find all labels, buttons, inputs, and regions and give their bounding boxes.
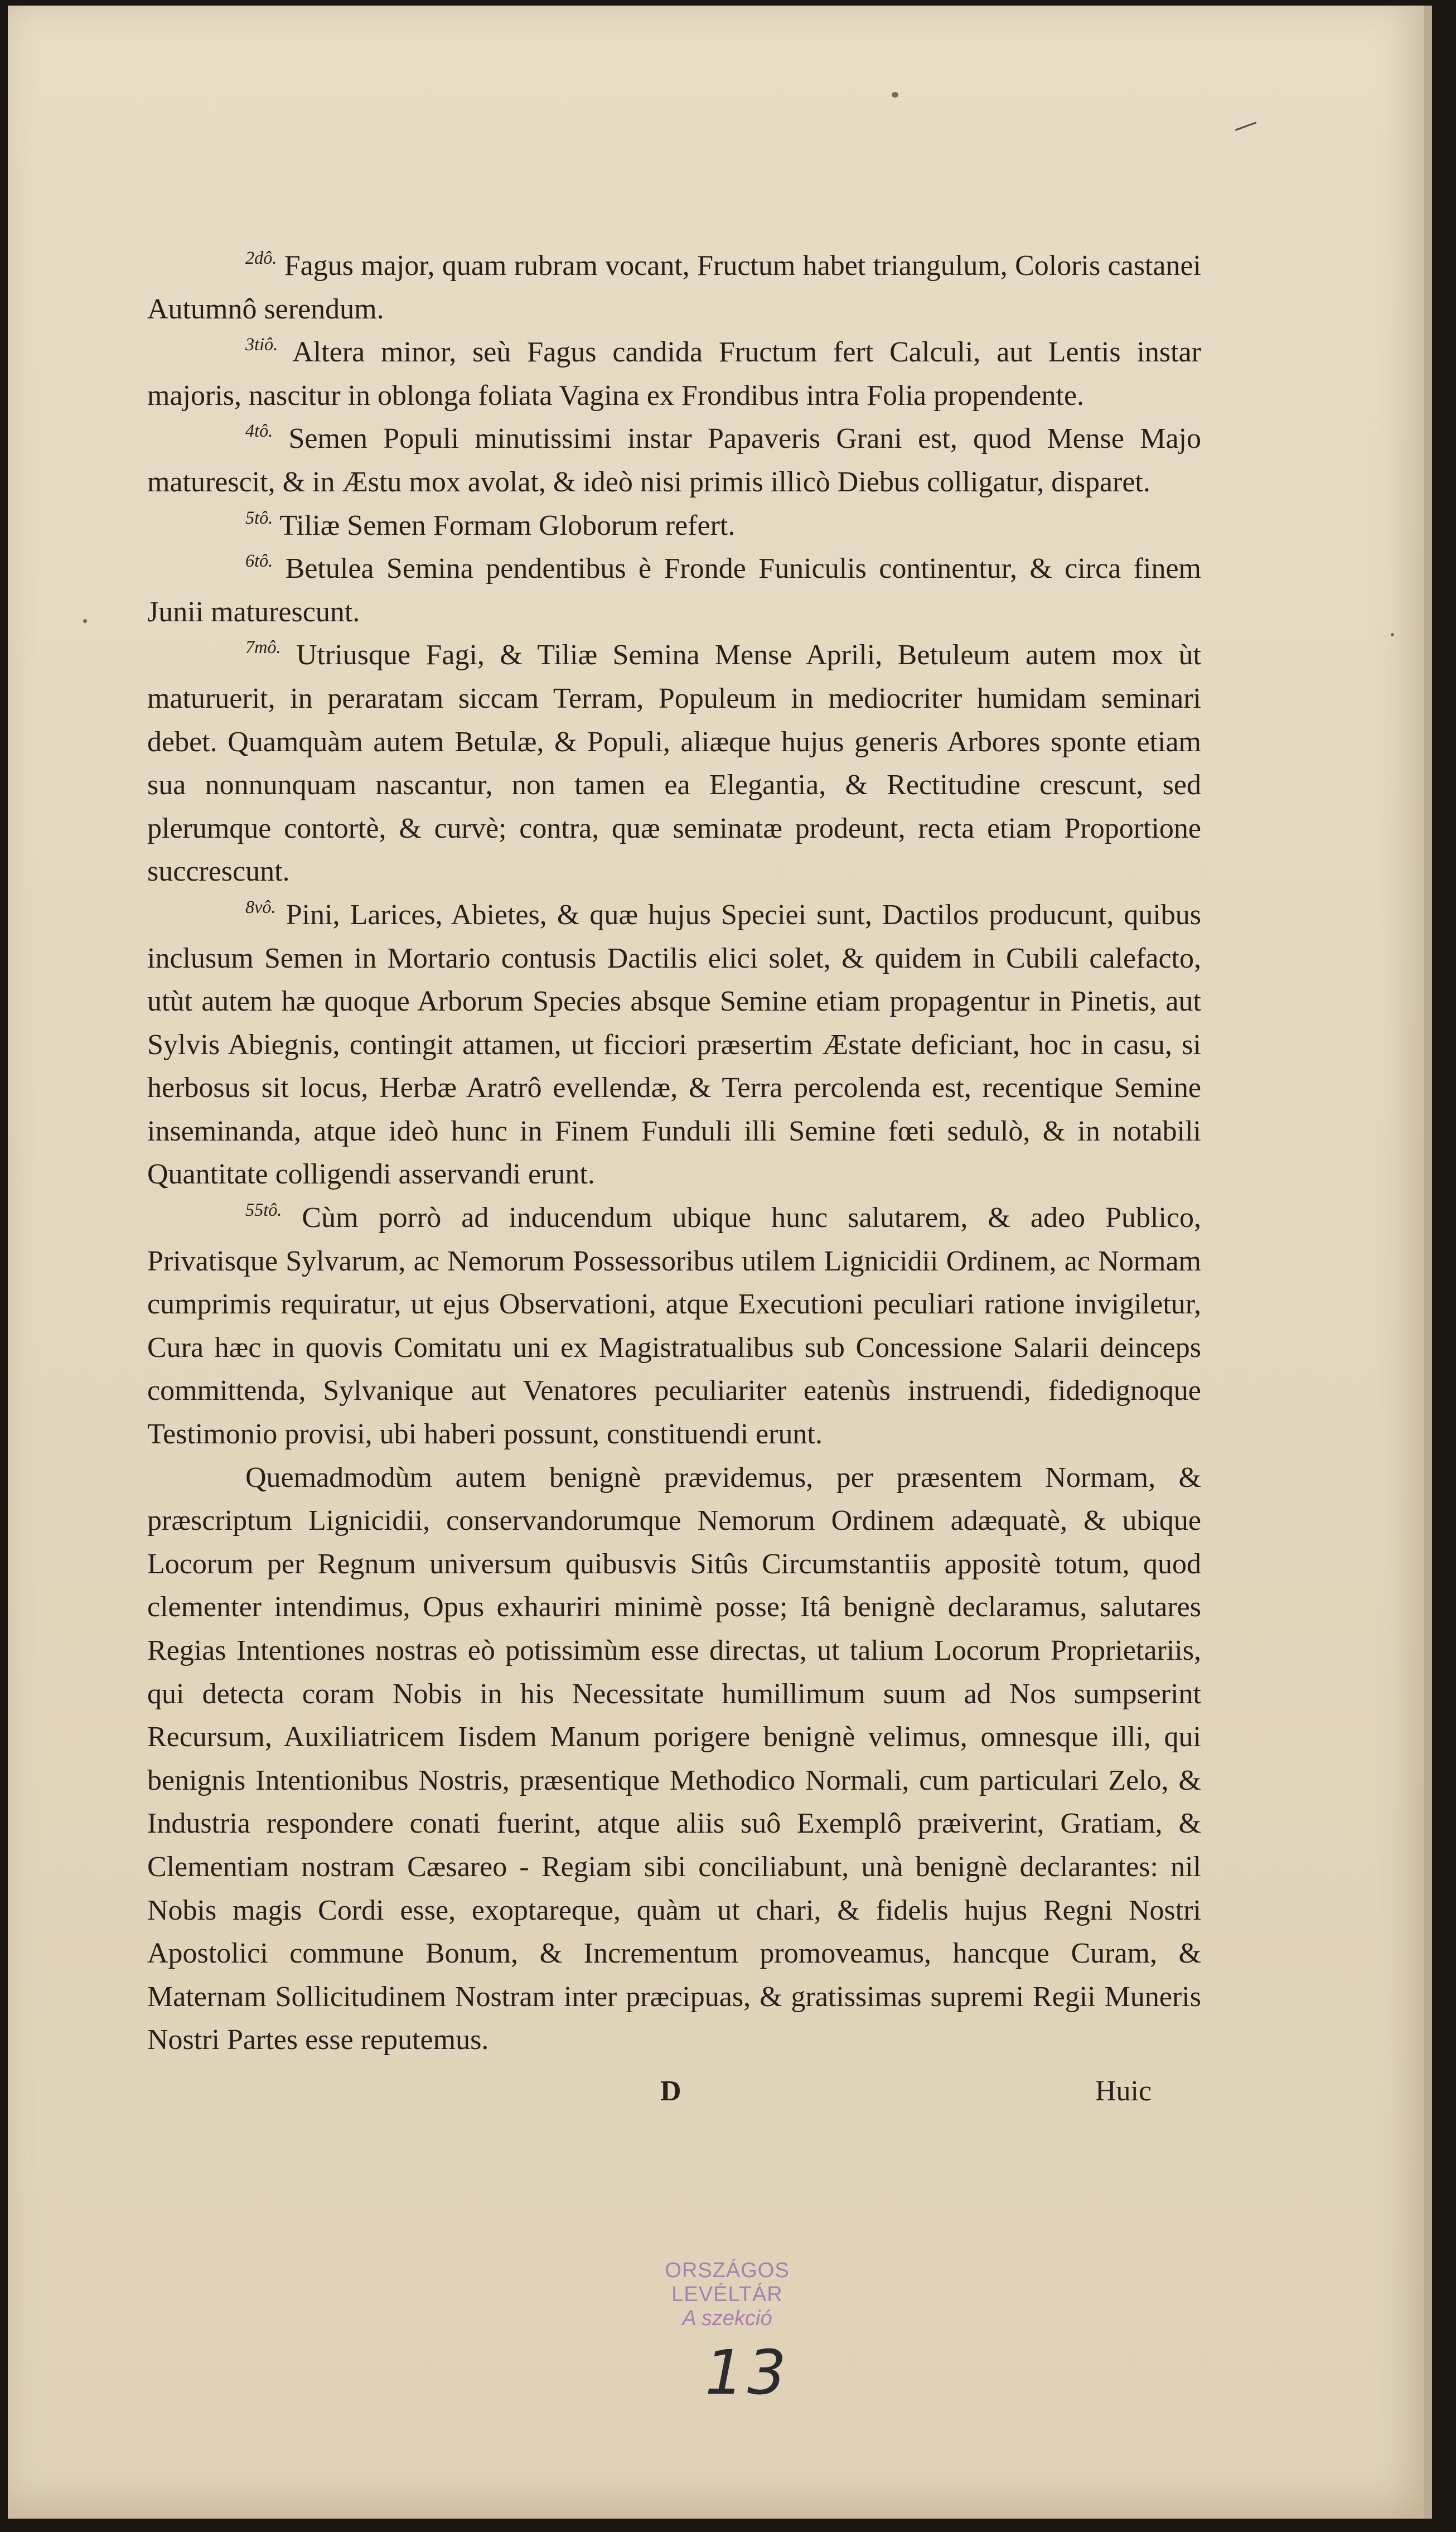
paragraph-text: Tiliæ Semen Formam Globorum refert. (279, 509, 736, 542)
paragraph (147, 331, 1201, 417)
stamp-line: ORSZÁGOS LEVÉLTÁR (665, 2259, 790, 2306)
folio-number: 13 (705, 2337, 790, 2408)
paragraph (147, 1456, 1201, 2062)
paragraph (147, 634, 1201, 893)
signature-mark: D (660, 2075, 681, 2107)
paragraph-text: Utriusque Fagi, & Tiliæ Semina Mense Aprili, Betuleum autem mox ùt maturuerit, in peraratam siccam Terram, Populeum in mediocriter humidam seminari debet. Quamquàm autem Betulæ, & Populi, aliæque hujus generis Arbores sponte etiam sua nonnunquam nascantur, non tamen ea Elegantia, & Rectitudine crescunt, sed plerumque contortè, & curvè; contra, quæ seminatæ prodeunt, recta etiam Proportione succrescunt. (147, 639, 1201, 888)
paragraph (147, 244, 1201, 331)
archive-stamp (627, 2259, 828, 2331)
paragraph (147, 1196, 1201, 1456)
section-number: 8vô. (245, 896, 276, 917)
paragraph-text: Pini, Larices, Abietes, & quæ hujus Speciei sunt, Dactilos producunt, quibus inclusum Semen in Mortario contusis Dactilis elici solet, & quidem in Cubili calefacto, utùt autem hæ quoque Arborum Species absque Semine etiam propagentur in Pinetis, aut Sylvis Abiegnis, contingit attamen, ut ficciori præsertim Æstate deficiant, hoc in casu, si herbosus sit locus, Herbæ Aratrô evellendæ, & Terra percolenda est, recentique Semine inseminanda, atque ideò hunc in Finem Funduli illi Semine fœti sedulò, & in notabili Quantitate colligendi asservandi erunt. (147, 898, 1202, 1191)
paragraph (147, 504, 1201, 548)
section-number: 5tô. (245, 507, 273, 528)
section-number: 6tô. (245, 550, 273, 571)
section-number: 2dô. (245, 248, 277, 268)
paragraph-text: Semen Populi minutissimi instar Papaveris Grani est, quod Mense Majo maturescit, & in Æstu mox avolat, & ideò nisi primis illicò Diebus colligatur, disparet. (147, 423, 1201, 498)
catchword: Huic (1095, 2075, 1152, 2107)
paragraph-text: Fagus major, quam rubram vocant, Fructum habet triangulum, Coloris castanei Autumnô serendum. (147, 250, 1202, 325)
paper-speck (1391, 633, 1394, 636)
section-number: 4tô. (245, 421, 273, 441)
document-page (8, 6, 1432, 2519)
paragraph (147, 893, 1201, 1196)
paper-mark (1235, 122, 1257, 131)
section-number: 55tô. (245, 1200, 282, 1220)
paragraph (147, 417, 1201, 504)
paragraph-text: Quemadmodùm autem benignè prævidemus, per præsentem Normam, & præscriptum Lignicidii, conservandorumque Nemorum Ordinem adæquatè, & ubique Locorum per Regnum universum quibusvis Sitûs Circumstantiis appositè totum, quod clementer intendimus, Opus exhauriri minimè posse; Itâ benignè declaramus, salutares Regias Intentiones nostras eò potissimùm esse directas, ut talium Locorum Proprietariis, qui detecta coram Nobis in his Necessitate humillimum suum ad Nos sumpserint Recursum, Auxiliatricem Iisdem Manum porigere benignè velimus, omnesque illi, qui benignis Intentionibus Nostris, præsentique Methodico Normali, cum particulari Zelo, & Industria respondere conati fuerint, atque aliis suô Exemplô præiverint, Gratiam, & Clementiam nostram Cæsareo - Regiam sibi conciliabunt, unà benignè declarantes: nil Nobis magis Cordi esse, exoptareque, quàm ut chari, & fidelis hujus Regni Nostri Apostolici commune Bonum, & Incrementum promoveamus, hancque Curam, & Maternam Sollicitudinem Nostram inter præcipuas, & gratissimas supremi Regii Muneris Nostri Partes esse reputemus. (147, 1461, 1201, 2056)
section-number: 3tiô. (245, 334, 278, 355)
paragraph-text: Altera minor, seù Fagus candida Fructum fert Calculi, aut Lentis instar majoris, nascitur in oblonga foliata Vagina ex Frondibus intra Folia propendente. (147, 336, 1201, 412)
paper-speck (83, 619, 87, 623)
section-number: 7mô. (245, 637, 281, 658)
stamp-line: A szekció (682, 2307, 772, 2330)
paragraph-text: Cùm porrò ad inducendum ubique hunc salutarem, & adeo Publico, Privatisque Sylvarum, ac Nemorum Possessoribus utilem Lignicidii Ordinem, ac Normam cumprimis requiratur, ut ejus Observationi, atque Executioni peculiari ratione invigiletur, Cura hæc in quovis Comitatu uni ex Magistratualibus sub Concessione Salarii deinceps committenda, Sylvanique aut Venatores peculiariter eatenùs instruendi, fidedignoque Testimonio provisi, ubi haberi possunt, constituendi erunt. (147, 1202, 1201, 1451)
paragraph-text: Betulea Semina pendentibus è Fronde Funiculis continentur, & circa finem Junii maturescunt. (147, 553, 1201, 628)
paragraph (147, 547, 1201, 634)
body-text (147, 244, 1201, 2062)
paper-speck (892, 92, 898, 98)
